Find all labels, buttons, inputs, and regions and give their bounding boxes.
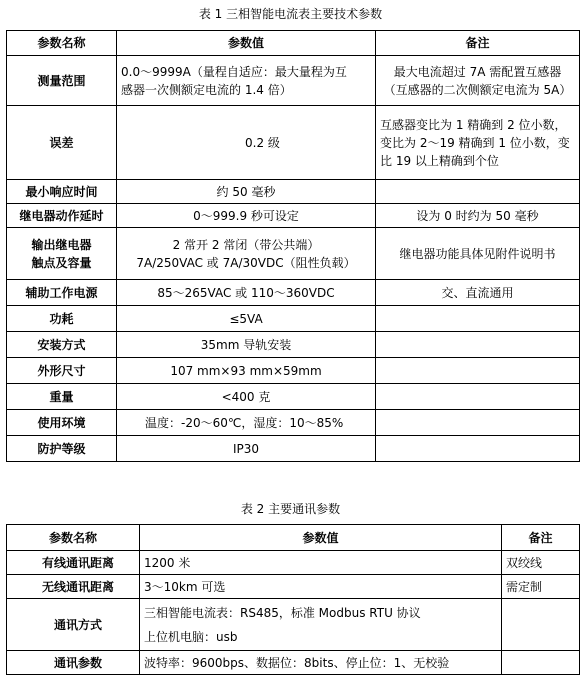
row-value: 波特率：9600bps、数据位：8bits、停止位：1、无校验 bbox=[140, 651, 502, 675]
value-line: 三相智能电流表：RS485，标准 Modbus RTU 协议 bbox=[144, 605, 421, 620]
value-line: 7A/250VAC 或 7A/30VDC（阻性负载） bbox=[136, 255, 356, 270]
table-row bbox=[7, 204, 580, 228]
row-note bbox=[376, 410, 580, 436]
row-name bbox=[7, 228, 117, 280]
row-name: 测量范围 bbox=[7, 56, 117, 106]
row-value bbox=[117, 56, 376, 106]
row-name: 无线通讯距离 bbox=[7, 575, 140, 599]
row-name: 有线通讯距离 bbox=[7, 551, 140, 575]
row-name: 使用环境 bbox=[7, 410, 117, 436]
row-note: 设为 0 时约为 50 毫秒 bbox=[376, 204, 580, 228]
table-row bbox=[7, 358, 580, 384]
table-row bbox=[7, 228, 580, 280]
value-line: 0.0～9999A（量程自适应：最大量程为互 bbox=[121, 64, 347, 79]
row-note bbox=[376, 56, 580, 106]
row-value bbox=[140, 599, 502, 651]
row-value: 0.2 级 bbox=[117, 106, 376, 180]
table-row bbox=[7, 551, 580, 575]
table-row bbox=[7, 332, 580, 358]
row-name: 防护等级 bbox=[7, 436, 117, 462]
note-line: 最大电流超过 7A 需配置互感器 bbox=[393, 64, 562, 79]
value-line: 感器一次侧额定电流的 1.4 倍） bbox=[121, 82, 292, 97]
note-line: 互感器变比为 1 精确到 2 位小数， bbox=[380, 117, 567, 132]
row-value: 107 mm×93 mm×59mm bbox=[117, 358, 376, 384]
note-line: 比 19 以上精确到个位 bbox=[380, 153, 499, 168]
table-row bbox=[7, 651, 580, 675]
row-value: IP30 bbox=[117, 436, 376, 462]
row-name: 通讯方式 bbox=[7, 599, 140, 651]
row-note bbox=[376, 180, 580, 204]
row-note: 需定制 bbox=[502, 575, 580, 599]
row-note: 双绞线 bbox=[502, 551, 580, 575]
table-row bbox=[7, 306, 580, 332]
table-row bbox=[7, 599, 580, 651]
table-row bbox=[7, 280, 580, 306]
header-param-value: 参数值 bbox=[117, 31, 376, 56]
row-name: 安装方式 bbox=[7, 332, 117, 358]
row-note bbox=[376, 384, 580, 410]
row-name: 误差 bbox=[7, 106, 117, 180]
table-row bbox=[7, 384, 580, 410]
header-remark: 备注 bbox=[376, 31, 580, 56]
row-name: 通讯参数 bbox=[7, 651, 140, 675]
row-name: 外形尺寸 bbox=[7, 358, 117, 384]
row-note: 继电器功能具体见附件说明书 bbox=[376, 228, 580, 280]
header-remark: 备注 bbox=[502, 525, 580, 551]
row-value: 85～265VAC 或 110～360VDC bbox=[117, 280, 376, 306]
name-line: 触点及容量 bbox=[31, 255, 92, 270]
row-name: 继电器动作延时 bbox=[7, 204, 117, 228]
row-note bbox=[376, 358, 580, 384]
table2-caption: 表 2 主要通讯参数 bbox=[240, 502, 341, 516]
row-name: 最小响应时间 bbox=[7, 180, 117, 204]
row-value: 0～999.9 秒可设定 bbox=[117, 204, 376, 228]
row-name: 功耗 bbox=[7, 306, 117, 332]
row-note bbox=[376, 106, 580, 180]
row-value: <400 克 bbox=[117, 384, 376, 410]
row-name: 重量 bbox=[7, 384, 117, 410]
row-value: 3～10km 可选 bbox=[140, 575, 502, 599]
row-name: 辅助工作电源 bbox=[7, 280, 117, 306]
table1-caption: 表 1 三相智能电流表主要技术参数 bbox=[198, 7, 383, 21]
row-note bbox=[502, 651, 580, 675]
table-row bbox=[7, 410, 580, 436]
row-note bbox=[502, 599, 580, 651]
header-param-value: 参数值 bbox=[140, 525, 502, 551]
header-param-name: 参数名称 bbox=[7, 31, 117, 56]
value-line: 上位机电脑：usb bbox=[144, 629, 238, 644]
row-note bbox=[376, 306, 580, 332]
table-row bbox=[7, 106, 580, 180]
comm-params-table bbox=[6, 524, 580, 675]
row-note: 交、直流通用 bbox=[376, 280, 580, 306]
row-note bbox=[376, 332, 580, 358]
tech-params-table bbox=[6, 30, 580, 462]
table-row bbox=[7, 180, 580, 204]
row-value: 温度：-20～60℃，湿度：10～85% bbox=[117, 410, 376, 436]
table-row bbox=[7, 575, 580, 599]
note-line: （互感器的二次侧额定电流为 5A） bbox=[383, 82, 572, 97]
row-value: 约 50 毫秒 bbox=[117, 180, 376, 204]
table-header-row bbox=[7, 31, 580, 56]
value-line: 2 常开 2 常闭（带公共端） bbox=[172, 237, 320, 252]
name-line: 输出继电器 bbox=[31, 237, 92, 252]
table-row bbox=[7, 56, 580, 106]
table-header-row bbox=[7, 525, 580, 551]
row-note bbox=[376, 436, 580, 462]
table-row bbox=[7, 436, 580, 462]
header-param-name: 参数名称 bbox=[7, 525, 140, 551]
row-value: ≤5VA bbox=[117, 306, 376, 332]
row-value: 1200 米 bbox=[140, 551, 502, 575]
row-value bbox=[117, 228, 376, 280]
row-value: 35mm 导轨安装 bbox=[117, 332, 376, 358]
note-line: 变比为 2～19 精确到 1 位小数，变 bbox=[380, 135, 570, 150]
